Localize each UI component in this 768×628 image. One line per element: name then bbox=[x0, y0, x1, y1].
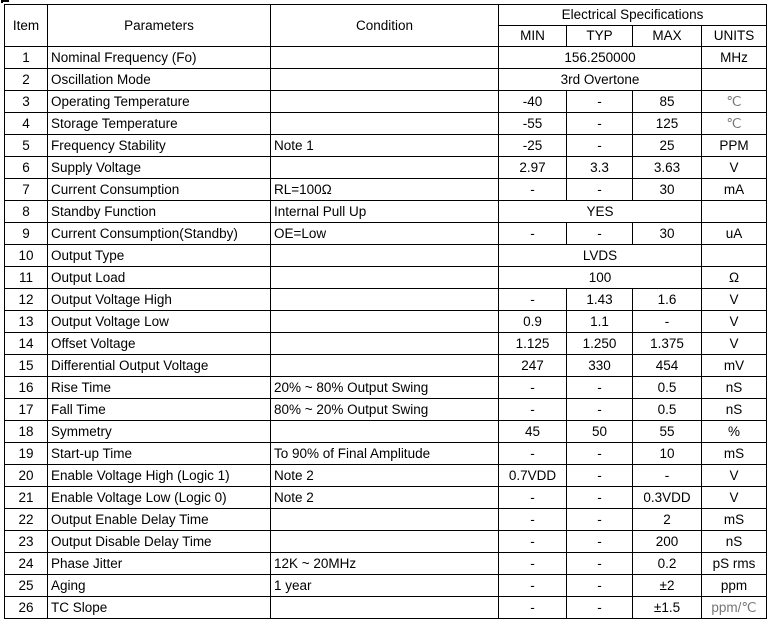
table-row bbox=[5, 289, 767, 311]
cell-condition bbox=[271, 421, 499, 443]
cell-parameter: Current Consumption(Standby) bbox=[48, 223, 271, 245]
cell-parameter: Output Disable Delay Time bbox=[48, 531, 271, 553]
header-parameters: Parameters bbox=[48, 5, 271, 47]
cell-parameter: Start-up Time bbox=[48, 443, 271, 465]
table-row bbox=[5, 575, 767, 597]
cell-item: 18 bbox=[5, 421, 48, 443]
cell-condition: RL=100Ω bbox=[271, 179, 499, 201]
cell-parameter: Enable Voltage Low (Logic 0) bbox=[48, 487, 271, 509]
cell-max: 3.63 bbox=[633, 157, 702, 179]
electrical-spec-table bbox=[4, 4, 767, 619]
cell-min: 0.9 bbox=[499, 311, 567, 333]
cell-merged-value: LVDS bbox=[499, 245, 702, 267]
table-row bbox=[5, 487, 767, 509]
header-row-1 bbox=[5, 5, 767, 26]
cell-item: 14 bbox=[5, 333, 48, 355]
cell-max: 454 bbox=[633, 355, 702, 377]
cell-min: - bbox=[499, 531, 567, 553]
cell-parameter: TC Slope bbox=[48, 597, 271, 619]
cell-typ: 1.250 bbox=[567, 333, 633, 355]
cell-units: pS rms bbox=[702, 553, 767, 575]
cell-max: 2 bbox=[633, 509, 702, 531]
table-row bbox=[5, 223, 767, 245]
corner-mark bbox=[1, 0, 9, 3]
cell-units: nS bbox=[702, 399, 767, 421]
cell-condition: Note 1 bbox=[271, 135, 499, 157]
cell-item: 5 bbox=[5, 135, 48, 157]
cell-min: 0.7VDD bbox=[499, 465, 567, 487]
table-row bbox=[5, 377, 767, 399]
cell-item: 22 bbox=[5, 509, 48, 531]
cell-condition bbox=[271, 113, 499, 135]
cell-typ: - bbox=[567, 465, 633, 487]
cell-max: 1.375 bbox=[633, 333, 702, 355]
cell-typ: 3.3 bbox=[567, 157, 633, 179]
cell-units bbox=[702, 245, 767, 267]
cell-typ: 1.43 bbox=[567, 289, 633, 311]
cell-typ: 330 bbox=[567, 355, 633, 377]
cell-parameter: Operating Temperature bbox=[48, 91, 271, 113]
header-electrical-specifications: Electrical Specifications bbox=[499, 5, 767, 26]
table-row bbox=[5, 135, 767, 157]
cell-min: - bbox=[499, 377, 567, 399]
cell-item: 7 bbox=[5, 179, 48, 201]
table-row bbox=[5, 597, 767, 619]
cell-condition bbox=[271, 355, 499, 377]
cell-typ: - bbox=[567, 509, 633, 531]
cell-units: ppm/℃ bbox=[702, 597, 767, 619]
cell-typ: - bbox=[567, 179, 633, 201]
cell-units: V bbox=[702, 465, 767, 487]
cell-parameter: Differential Output Voltage bbox=[48, 355, 271, 377]
cell-parameter: Phase Jitter bbox=[48, 553, 271, 575]
cell-units: nS bbox=[702, 377, 767, 399]
cell-units: mS bbox=[702, 509, 767, 531]
cell-item: 21 bbox=[5, 487, 48, 509]
cell-min: - bbox=[499, 487, 567, 509]
cell-typ: - bbox=[567, 223, 633, 245]
cell-item: 25 bbox=[5, 575, 48, 597]
cell-condition bbox=[271, 333, 499, 355]
cell-condition bbox=[271, 289, 499, 311]
cell-typ: - bbox=[567, 399, 633, 421]
cell-condition: 12K ~ 20MHz bbox=[271, 553, 499, 575]
cell-min: -40 bbox=[499, 91, 567, 113]
cell-condition bbox=[271, 91, 499, 113]
cell-min: -25 bbox=[499, 135, 567, 157]
cell-units bbox=[702, 69, 767, 91]
cell-parameter: Frequency Stability bbox=[48, 135, 271, 157]
cell-item: 20 bbox=[5, 465, 48, 487]
cell-parameter: Nominal Frequency (Fo) bbox=[48, 47, 271, 69]
cell-parameter: Current Consumption bbox=[48, 179, 271, 201]
cell-max: 1.6 bbox=[633, 289, 702, 311]
cell-min: - bbox=[499, 443, 567, 465]
cell-typ: 50 bbox=[567, 421, 633, 443]
cell-max: - bbox=[633, 311, 702, 333]
cell-units: V bbox=[702, 311, 767, 333]
cell-item: 26 bbox=[5, 597, 48, 619]
cell-parameter: Symmetry bbox=[48, 421, 271, 443]
cell-condition bbox=[271, 245, 499, 267]
cell-typ: - bbox=[567, 531, 633, 553]
cell-condition bbox=[271, 69, 499, 91]
cell-max: ±2 bbox=[633, 575, 702, 597]
cell-max: 30 bbox=[633, 223, 702, 245]
cell-max: 85 bbox=[633, 91, 702, 113]
table-row bbox=[5, 399, 767, 421]
cell-item: 17 bbox=[5, 399, 48, 421]
cell-units: V bbox=[702, 289, 767, 311]
cell-units bbox=[702, 201, 767, 223]
cell-typ: 1.1 bbox=[567, 311, 633, 333]
cell-condition bbox=[271, 531, 499, 553]
cell-item: 24 bbox=[5, 553, 48, 575]
cell-max: ±1.5 bbox=[633, 597, 702, 619]
table-row bbox=[5, 47, 767, 69]
cell-condition: Note 2 bbox=[271, 487, 499, 509]
cell-typ: - bbox=[567, 443, 633, 465]
cell-max: 125 bbox=[633, 113, 702, 135]
cell-min: - bbox=[499, 575, 567, 597]
cell-max: 55 bbox=[633, 421, 702, 443]
cell-units: ℃ bbox=[702, 113, 767, 135]
cell-condition bbox=[271, 509, 499, 531]
cell-max: 200 bbox=[633, 531, 702, 553]
table-row bbox=[5, 311, 767, 333]
cell-units: V bbox=[702, 487, 767, 509]
cell-condition bbox=[271, 597, 499, 619]
cell-item: 15 bbox=[5, 355, 48, 377]
table-row bbox=[5, 465, 767, 487]
cell-units: uA bbox=[702, 223, 767, 245]
cell-item: 9 bbox=[5, 223, 48, 245]
cell-condition bbox=[271, 157, 499, 179]
table-row bbox=[5, 201, 767, 223]
cell-units: mA bbox=[702, 179, 767, 201]
cell-max: 25 bbox=[633, 135, 702, 157]
cell-typ: - bbox=[567, 575, 633, 597]
cell-units: nS bbox=[702, 531, 767, 553]
cell-min: 2.97 bbox=[499, 157, 567, 179]
cell-min: - bbox=[499, 223, 567, 245]
cell-item: 13 bbox=[5, 311, 48, 333]
cell-parameter: Standby Function bbox=[48, 201, 271, 223]
cell-min: 247 bbox=[499, 355, 567, 377]
header-units: UNITS bbox=[702, 26, 767, 47]
table-row bbox=[5, 157, 767, 179]
cell-item: 3 bbox=[5, 91, 48, 113]
cell-item: 16 bbox=[5, 377, 48, 399]
cell-merged-value: 156.250000 bbox=[499, 47, 702, 69]
table-row bbox=[5, 509, 767, 531]
table-row bbox=[5, 443, 767, 465]
table-row bbox=[5, 421, 767, 443]
table-row bbox=[5, 531, 767, 553]
cell-condition: To 90% of Final Amplitude bbox=[271, 443, 499, 465]
cell-merged-value: 3rd Overtone bbox=[499, 69, 702, 91]
cell-units: V bbox=[702, 333, 767, 355]
cell-parameter: Output Enable Delay Time bbox=[48, 509, 271, 531]
cell-parameter: Output Voltage High bbox=[48, 289, 271, 311]
cell-condition: 1 year bbox=[271, 575, 499, 597]
cell-max: 0.5 bbox=[633, 377, 702, 399]
cell-merged-value: 100 bbox=[499, 267, 702, 289]
cell-typ: - bbox=[567, 553, 633, 575]
cell-min: - bbox=[499, 399, 567, 421]
cell-parameter: Output Voltage Low bbox=[48, 311, 271, 333]
cell-min: - bbox=[499, 289, 567, 311]
cell-condition bbox=[271, 311, 499, 333]
cell-units: mS bbox=[702, 443, 767, 465]
cell-parameter: Enable Voltage High (Logic 1) bbox=[48, 465, 271, 487]
cell-typ: - bbox=[567, 113, 633, 135]
cell-typ: - bbox=[567, 487, 633, 509]
cell-parameter: Output Type bbox=[48, 245, 271, 267]
cell-max: 0.3VDD bbox=[633, 487, 702, 509]
cell-condition: Note 2 bbox=[271, 465, 499, 487]
table-row bbox=[5, 355, 767, 377]
header-condition: Condition bbox=[271, 5, 499, 47]
table-row bbox=[5, 69, 767, 91]
cell-units: MHz bbox=[702, 47, 767, 69]
cell-max: - bbox=[633, 465, 702, 487]
cell-units: ppm bbox=[702, 575, 767, 597]
cell-condition: Internal Pull Up bbox=[271, 201, 499, 223]
cell-parameter: Oscillation Mode bbox=[48, 69, 271, 91]
cell-item: 1 bbox=[5, 47, 48, 69]
cell-item: 8 bbox=[5, 201, 48, 223]
header-typ: TYP bbox=[567, 26, 633, 47]
cell-max: 30 bbox=[633, 179, 702, 201]
table-row bbox=[5, 113, 767, 135]
cell-item: 11 bbox=[5, 267, 48, 289]
cell-min: 45 bbox=[499, 421, 567, 443]
cell-parameter: Supply Voltage bbox=[48, 157, 271, 179]
cell-condition: 80% ~ 20% Output Swing bbox=[271, 399, 499, 421]
cell-units: Ω bbox=[702, 267, 767, 289]
spec-table-body bbox=[5, 47, 767, 619]
cell-condition: 20% ~ 80% Output Swing bbox=[271, 377, 499, 399]
cell-min: - bbox=[499, 509, 567, 531]
table-row bbox=[5, 245, 767, 267]
cell-typ: - bbox=[567, 597, 633, 619]
cell-min: - bbox=[499, 553, 567, 575]
cell-units: ℃ bbox=[702, 91, 767, 113]
cell-max: 0.5 bbox=[633, 399, 702, 421]
cell-item: 2 bbox=[5, 69, 48, 91]
table-row bbox=[5, 333, 767, 355]
cell-min: - bbox=[499, 597, 567, 619]
header-item: Item bbox=[5, 5, 48, 47]
cell-units: V bbox=[702, 157, 767, 179]
cell-condition bbox=[271, 47, 499, 69]
cell-item: 12 bbox=[5, 289, 48, 311]
table-row bbox=[5, 553, 767, 575]
cell-parameter: Output Load bbox=[48, 267, 271, 289]
cell-parameter: Fall Time bbox=[48, 399, 271, 421]
cell-item: 23 bbox=[5, 531, 48, 553]
cell-parameter: Rise Time bbox=[48, 377, 271, 399]
cell-parameter: Offset Voltage bbox=[48, 333, 271, 355]
cell-units: PPM bbox=[702, 135, 767, 157]
cell-condition: OE=Low bbox=[271, 223, 499, 245]
cell-min: -55 bbox=[499, 113, 567, 135]
cell-max: 0.2 bbox=[633, 553, 702, 575]
cell-typ: - bbox=[567, 377, 633, 399]
cell-parameter: Storage Temperature bbox=[48, 113, 271, 135]
table-row bbox=[5, 179, 767, 201]
cell-typ: - bbox=[567, 135, 633, 157]
cell-units: mV bbox=[702, 355, 767, 377]
header-min: MIN bbox=[499, 26, 567, 47]
cell-item: 6 bbox=[5, 157, 48, 179]
cell-item: 19 bbox=[5, 443, 48, 465]
cell-min: - bbox=[499, 179, 567, 201]
cell-typ: - bbox=[567, 91, 633, 113]
cell-parameter: Aging bbox=[48, 575, 271, 597]
header-max: MAX bbox=[633, 26, 702, 47]
cell-units: % bbox=[702, 421, 767, 443]
cell-max: 10 bbox=[633, 443, 702, 465]
table-row bbox=[5, 267, 767, 289]
table-row bbox=[5, 91, 767, 113]
cell-condition bbox=[271, 267, 499, 289]
cell-merged-value: YES bbox=[499, 201, 702, 223]
cell-item: 4 bbox=[5, 113, 48, 135]
cell-item: 10 bbox=[5, 245, 48, 267]
cell-min: 1.125 bbox=[499, 333, 567, 355]
